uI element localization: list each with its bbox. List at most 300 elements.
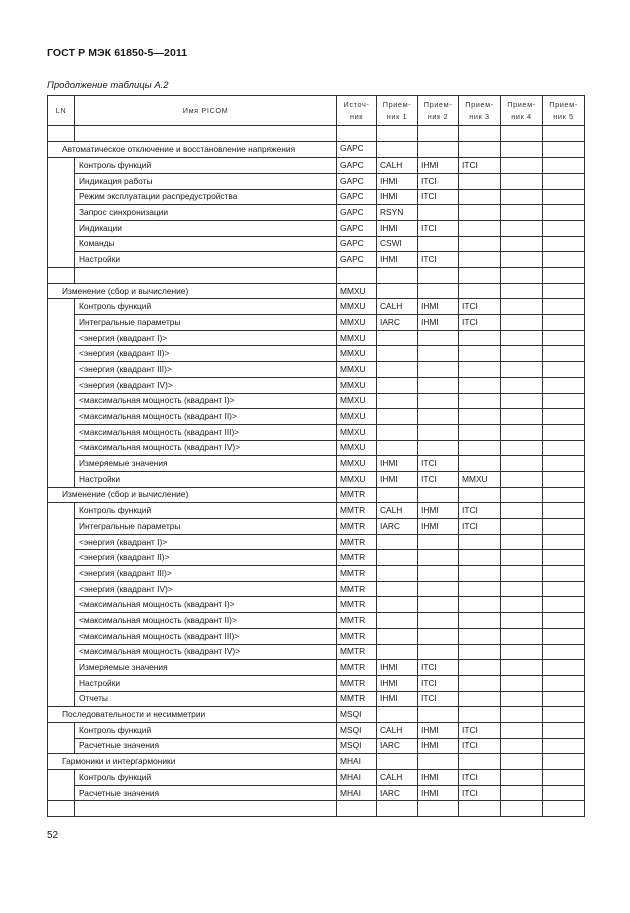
receiver-2-cell: ITCI (418, 173, 459, 189)
receiver-3-cell (459, 236, 501, 252)
receiver-5-cell (543, 487, 585, 503)
source-cell: MMTR (337, 628, 377, 644)
receiver-5-cell (543, 613, 585, 629)
receiver-2-cell: ITCI (418, 189, 459, 205)
empty-cell (459, 126, 501, 142)
source-cell: MMXU (337, 471, 377, 487)
receiver-1-cell: CALH (377, 158, 418, 174)
receiver-4-cell (501, 236, 543, 252)
receiver-4-cell (501, 299, 543, 315)
table-row (48, 519, 585, 535)
receiver-4-cell (501, 675, 543, 691)
ln-cell (48, 550, 75, 566)
receiver-1-cell: RSYN (377, 205, 418, 221)
receiver-4-cell (501, 503, 543, 519)
empty-cell (501, 268, 543, 284)
empty-cell (48, 268, 75, 284)
source-cell: GAPC (337, 252, 377, 268)
receiver-3-cell (459, 550, 501, 566)
receiver-3-cell: ITCI (459, 770, 501, 786)
receiver-3-cell: ITCI (459, 785, 501, 801)
receiver-4-cell (501, 330, 543, 346)
ln-cell (48, 534, 75, 550)
receiver-4-cell (501, 644, 543, 660)
picom-name-cell: <максимальная мощность (квадрант II)> (75, 613, 337, 629)
receiver-4-cell (501, 487, 543, 503)
receiver-5-cell (543, 534, 585, 550)
receiver-1-cell (377, 377, 418, 393)
receiver-2-cell: IHMI (418, 299, 459, 315)
receiver-5-cell (543, 409, 585, 425)
source-cell: MMTR (337, 566, 377, 582)
picom-name-cell: Настройки (75, 471, 337, 487)
source-cell: MMXU (337, 424, 377, 440)
receiver-4-cell (501, 346, 543, 362)
ln-cell (48, 519, 75, 535)
receiver-1-cell (377, 346, 418, 362)
receiver-5-cell (543, 158, 585, 174)
picom-name-cell: Интегральные параметры (75, 315, 337, 331)
picom-name-cell: <энергия (квадрант III)> (75, 566, 337, 582)
receiver-4-cell (501, 550, 543, 566)
table-row (48, 409, 585, 425)
receiver-3-cell: ITCI (459, 158, 501, 174)
receiver-4-cell (501, 205, 543, 221)
receiver-5-cell (543, 299, 585, 315)
receiver-1-cell (377, 440, 418, 456)
receiver-5-cell (543, 660, 585, 676)
table-row (48, 252, 585, 268)
ln-cell (48, 613, 75, 629)
receiver-5-cell (543, 691, 585, 707)
empty-cell (418, 268, 459, 284)
receiver-1-cell (377, 393, 418, 409)
picom-name-cell: Команды (75, 236, 337, 252)
receiver-1-cell: CSWI (377, 236, 418, 252)
source-cell: MMTR (337, 519, 377, 535)
source-cell: GAPC (337, 189, 377, 205)
table-row (48, 315, 585, 331)
picom-name-cell: <максимальная мощность (квадрант I)> (75, 597, 337, 613)
ln-cell (48, 440, 75, 456)
ln-cell (48, 691, 75, 707)
receiver-5-cell (543, 424, 585, 440)
receiver-3-cell (459, 628, 501, 644)
source-cell: MMTR (337, 503, 377, 519)
receiver-2-cell (418, 393, 459, 409)
receiver-2-cell (418, 534, 459, 550)
picom-name-cell: <максимальная мощность (квадрант IV)> (75, 440, 337, 456)
receiver-4-cell (501, 770, 543, 786)
receiver-5-cell (543, 519, 585, 535)
table-row (48, 503, 585, 519)
receiver-1-cell: IHMI (377, 675, 418, 691)
receiver-1-cell: IHMI (377, 252, 418, 268)
ln-cell (48, 220, 75, 236)
receiver-2-cell (418, 597, 459, 613)
receiver-1-cell: CALH (377, 503, 418, 519)
receiver-1-cell: IHMI (377, 456, 418, 472)
receiver-1-cell (377, 283, 418, 299)
receiver-2-cell: IHMI (418, 738, 459, 754)
ln-cell (48, 377, 75, 393)
receiver-5-cell (543, 566, 585, 582)
empty-cell (459, 801, 501, 817)
empty-cell (48, 801, 75, 817)
receiver-2-cell: ITCI (418, 675, 459, 691)
table-row (48, 424, 585, 440)
receiver-4-cell (501, 754, 543, 770)
receiver-5-cell (543, 173, 585, 189)
picom-name-cell: <максимальная мощность (квадрант I)> (75, 393, 337, 409)
table-row (48, 534, 585, 550)
picom-name-cell: Контроль функций (75, 503, 337, 519)
receiver-2-cell (418, 566, 459, 582)
group-row (48, 141, 585, 158)
receiver-1-cell (377, 613, 418, 629)
receiver-5-cell (543, 503, 585, 519)
empty-cell (377, 126, 418, 142)
receiver-5-cell (543, 644, 585, 660)
table-row (48, 691, 585, 707)
receiver-4-cell (501, 173, 543, 189)
picom-name-cell: Запрос синхронизации (75, 205, 337, 221)
ln-cell (48, 346, 75, 362)
table-row (48, 377, 585, 393)
receiver-2-cell (418, 754, 459, 770)
document-standard-header: ГОСТ Р МЭК 61850-5—2011 (47, 47, 188, 59)
ln-cell (48, 315, 75, 331)
blank-row (48, 801, 585, 817)
receiver-3-cell (459, 283, 501, 299)
receiver-1-cell: IARC (377, 315, 418, 331)
col-header-receiver-2: Прием-ник 2 (418, 96, 459, 126)
receiver-3-cell (459, 141, 501, 158)
picom-name-cell: Измеряемые значения (75, 660, 337, 676)
source-cell: MMXU (337, 440, 377, 456)
table-row (48, 205, 585, 221)
group-row (48, 487, 585, 503)
receiver-4-cell (501, 252, 543, 268)
blank-row (48, 126, 585, 142)
receiver-3-cell: ITCI (459, 315, 501, 331)
source-cell: MMTR (337, 660, 377, 676)
source-cell: MMXU (337, 456, 377, 472)
table-row (48, 236, 585, 252)
receiver-3-cell (459, 189, 501, 205)
ln-cell (48, 205, 75, 221)
ln-cell (48, 503, 75, 519)
table-row (48, 362, 585, 378)
receiver-3-cell (459, 534, 501, 550)
source-cell: MMTR (337, 644, 377, 660)
picom-name-cell: Отчеты (75, 691, 337, 707)
receiver-4-cell (501, 456, 543, 472)
source-cell: GAPC (337, 236, 377, 252)
empty-cell (501, 801, 543, 817)
receiver-1-cell (377, 581, 418, 597)
receiver-4-cell (501, 581, 543, 597)
ln-cell (48, 628, 75, 644)
empty-cell (543, 126, 585, 142)
receiver-5-cell (543, 377, 585, 393)
receiver-5-cell (543, 220, 585, 236)
col-header-receiver-4: Прием-ник 4 (501, 96, 543, 126)
ln-cell (48, 236, 75, 252)
ln-cell (48, 456, 75, 472)
group-name-cell: Гармоники и интергармоники (48, 754, 337, 770)
receiver-4-cell (501, 566, 543, 582)
receiver-1-cell: IHMI (377, 471, 418, 487)
receiver-4-cell (501, 707, 543, 723)
receiver-5-cell (543, 707, 585, 723)
group-name-cell: Автоматическое отключение и восстановление напряжения (48, 141, 337, 158)
col-header-receiver-5: Прием-ник 5 (543, 96, 585, 126)
receiver-3-cell (459, 424, 501, 440)
picom-name-cell: Интегральные параметры (75, 519, 337, 535)
receiver-3-cell (459, 754, 501, 770)
table-body (48, 126, 585, 817)
receiver-1-cell (377, 566, 418, 582)
receiver-2-cell: ITCI (418, 220, 459, 236)
table-row (48, 456, 585, 472)
picom-name-cell: Настройки (75, 675, 337, 691)
col-header-receiver-1: Прием-ник 1 (377, 96, 418, 126)
receiver-1-cell: CALH (377, 722, 418, 738)
table-row (48, 722, 585, 738)
group-name-cell: Последовательности и несимметрии (48, 707, 337, 723)
receiver-4-cell (501, 691, 543, 707)
receiver-3-cell (459, 440, 501, 456)
receiver-4-cell (501, 738, 543, 754)
receiver-4-cell (501, 315, 543, 331)
ln-cell (48, 722, 75, 738)
group-name-cell: Изменение (сбор и вычисление) (48, 283, 337, 299)
receiver-2-cell (418, 362, 459, 378)
receiver-4-cell (501, 424, 543, 440)
ln-cell (48, 173, 75, 189)
col-header-ln: LN (48, 96, 75, 126)
receiver-4-cell (501, 722, 543, 738)
source-cell: MHAI (337, 770, 377, 786)
receiver-1-cell: IHMI (377, 189, 418, 205)
table-row (48, 660, 585, 676)
receiver-2-cell (418, 440, 459, 456)
receiver-1-cell (377, 409, 418, 425)
source-cell: MMXU (337, 346, 377, 362)
ln-cell (48, 252, 75, 268)
receiver-1-cell (377, 330, 418, 346)
receiver-4-cell (501, 440, 543, 456)
receiver-3-cell (459, 597, 501, 613)
receiver-4-cell (501, 597, 543, 613)
receiver-4-cell (501, 362, 543, 378)
picom-name-cell: Режим эксплуатации распредустройства (75, 189, 337, 205)
ln-cell (48, 189, 75, 205)
receiver-1-cell: IARC (377, 785, 418, 801)
picom-name-cell: <максимальная мощность (квадрант IV)> (75, 644, 337, 660)
ln-cell (48, 770, 75, 786)
empty-cell (418, 801, 459, 817)
receiver-4-cell (501, 534, 543, 550)
receiver-3-cell (459, 581, 501, 597)
receiver-4-cell (501, 628, 543, 644)
ln-cell (48, 675, 75, 691)
picom-name-cell: Контроль функций (75, 770, 337, 786)
source-cell: MMXU (337, 330, 377, 346)
receiver-2-cell: IHMI (418, 158, 459, 174)
receiver-1-cell: IHMI (377, 660, 418, 676)
table-row (48, 393, 585, 409)
receiver-5-cell (543, 597, 585, 613)
picom-name-cell: Контроль функций (75, 299, 337, 315)
ln-cell (48, 566, 75, 582)
source-cell: MMTR (337, 487, 377, 503)
table-row (48, 550, 585, 566)
source-cell: MMXU (337, 409, 377, 425)
group-row (48, 754, 585, 770)
source-cell: GAPC (337, 205, 377, 221)
source-cell: MMTR (337, 597, 377, 613)
receiver-2-cell (418, 581, 459, 597)
receiver-4-cell (501, 283, 543, 299)
empty-cell (75, 126, 337, 142)
receiver-2-cell: ITCI (418, 691, 459, 707)
receiver-2-cell (418, 236, 459, 252)
receiver-5-cell (543, 722, 585, 738)
table-row (48, 644, 585, 660)
receiver-5-cell (543, 189, 585, 205)
receiver-2-cell: IHMI (418, 722, 459, 738)
receiver-2-cell: ITCI (418, 252, 459, 268)
picom-name-cell: <энергия (квадрант IV)> (75, 581, 337, 597)
receiver-3-cell (459, 566, 501, 582)
receiver-3-cell: ITCI (459, 299, 501, 315)
source-cell: MMXU (337, 299, 377, 315)
receiver-2-cell (418, 141, 459, 158)
table-row (48, 440, 585, 456)
picom-name-cell: Индикации (75, 220, 337, 236)
receiver-2-cell: ITCI (418, 456, 459, 472)
receiver-5-cell (543, 770, 585, 786)
receiver-4-cell (501, 785, 543, 801)
receiver-3-cell (459, 675, 501, 691)
receiver-3-cell (459, 644, 501, 660)
picom-name-cell: Контроль функций (75, 158, 337, 174)
receiver-2-cell (418, 613, 459, 629)
receiver-3-cell: ITCI (459, 722, 501, 738)
receiver-3-cell (459, 220, 501, 236)
source-cell: MMTR (337, 550, 377, 566)
receiver-2-cell: IHMI (418, 503, 459, 519)
table-row (48, 189, 585, 205)
ln-cell (48, 362, 75, 378)
picom-name-cell: <энергия (квадрант I)> (75, 534, 337, 550)
source-cell: MMXU (337, 283, 377, 299)
receiver-3-cell (459, 660, 501, 676)
table-row (48, 173, 585, 189)
receiver-5-cell (543, 283, 585, 299)
receiver-1-cell (377, 707, 418, 723)
source-cell: MSQI (337, 707, 377, 723)
receiver-4-cell (501, 141, 543, 158)
receiver-3-cell (459, 487, 501, 503)
receiver-5-cell (543, 205, 585, 221)
empty-cell (459, 268, 501, 284)
empty-cell (75, 268, 337, 284)
source-cell: MMTR (337, 613, 377, 629)
receiver-4-cell (501, 220, 543, 236)
receiver-3-cell (459, 252, 501, 268)
receiver-2-cell (418, 644, 459, 660)
empty-cell (543, 801, 585, 817)
receiver-5-cell (543, 675, 585, 691)
blank-row (48, 268, 585, 284)
source-cell: MMXU (337, 362, 377, 378)
receiver-1-cell (377, 550, 418, 566)
receiver-3-cell (459, 691, 501, 707)
receiver-5-cell (543, 346, 585, 362)
picom-name-cell: Расчетные значения (75, 785, 337, 801)
ln-cell (48, 471, 75, 487)
receiver-3-cell: ITCI (459, 503, 501, 519)
receiver-5-cell (543, 330, 585, 346)
receiver-3-cell (459, 346, 501, 362)
receiver-2-cell: IHMI (418, 315, 459, 331)
receiver-2-cell (418, 707, 459, 723)
picom-name-cell: <энергия (квадрант II)> (75, 550, 337, 566)
receiver-3-cell (459, 393, 501, 409)
receiver-2-cell (418, 330, 459, 346)
col-header-picom-name: Имя PICOM (75, 96, 337, 126)
receiver-1-cell (377, 597, 418, 613)
receiver-2-cell (418, 346, 459, 362)
receiver-5-cell (543, 628, 585, 644)
picom-name-cell: <максимальная мощность (квадрант III)> (75, 628, 337, 644)
receiver-3-cell: ITCI (459, 738, 501, 754)
receiver-2-cell (418, 487, 459, 503)
receiver-2-cell (418, 283, 459, 299)
receiver-4-cell (501, 471, 543, 487)
ln-cell (48, 644, 75, 660)
empty-cell (337, 268, 377, 284)
receiver-5-cell (543, 141, 585, 158)
picom-name-cell: <максимальная мощность (квадрант III)> (75, 424, 337, 440)
source-cell: MMTR (337, 581, 377, 597)
receiver-5-cell (543, 252, 585, 268)
empty-cell (418, 126, 459, 142)
receiver-2-cell (418, 628, 459, 644)
receiver-3-cell: MMXU (459, 471, 501, 487)
source-cell: MMTR (337, 675, 377, 691)
receiver-1-cell (377, 754, 418, 770)
receiver-3-cell (459, 707, 501, 723)
ln-cell (48, 158, 75, 174)
source-cell: GAPC (337, 173, 377, 189)
ln-cell (48, 785, 75, 801)
receiver-2-cell (418, 424, 459, 440)
receiver-2-cell: IHMI (418, 785, 459, 801)
table-row (48, 471, 585, 487)
picom-name-cell: Измеряемые значения (75, 456, 337, 472)
receiver-5-cell (543, 581, 585, 597)
source-cell: MHAI (337, 754, 377, 770)
receiver-5-cell (543, 754, 585, 770)
source-cell: GAPC (337, 158, 377, 174)
receiver-3-cell (459, 205, 501, 221)
receiver-5-cell (543, 236, 585, 252)
receiver-1-cell: CALH (377, 770, 418, 786)
